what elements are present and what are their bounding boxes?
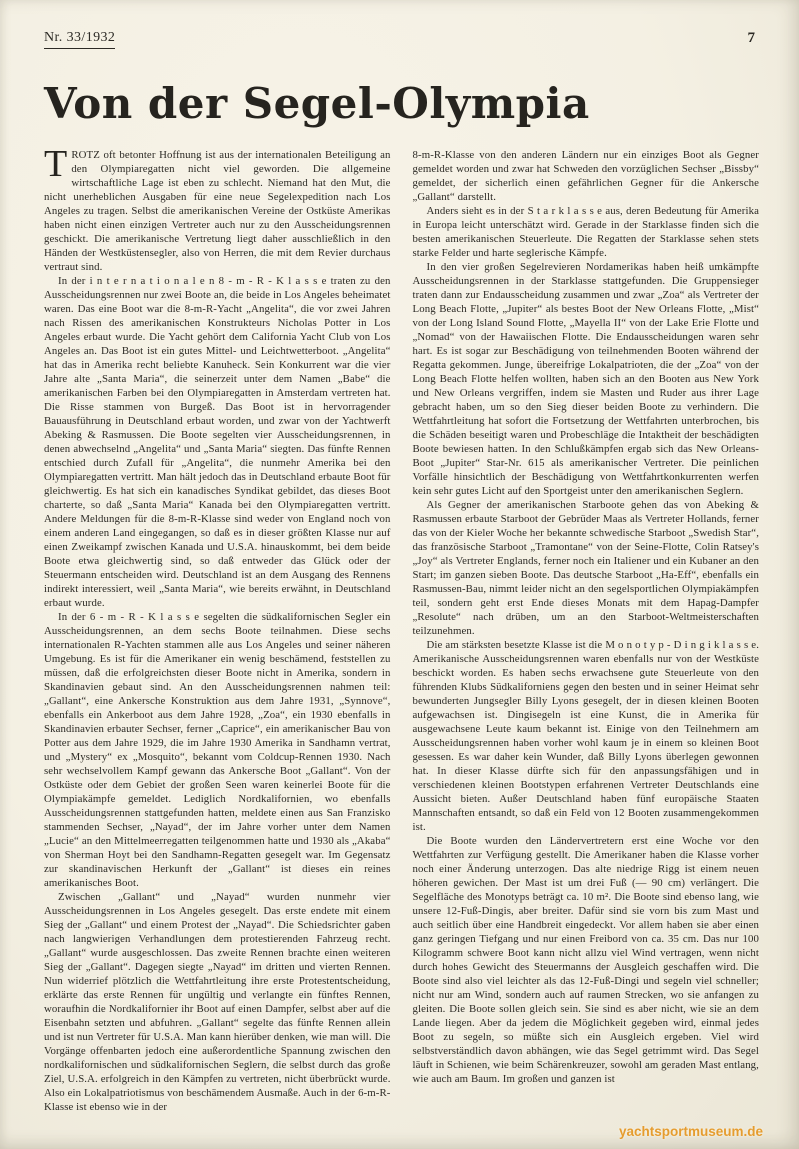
paragraph: In den vier großen Segelrevieren Nordamerikas haben heiß umkämpfte Ausscheidungsrennen in der Starklasse stattgefunden. Die Gruppensieger traten dann zur Endausscheidung zusammen und zwar „Zoa“ als Vertreter der Long Beach Flotte, „Jupiter“ als bestes Boot der New Orleans Flotte, „Mist“ von der Long Island Sound Flotte, „Mayella II“ von der Lake Erie Flotte und „Nomad“ von der Hawaiischen Flotte. Die Endausscheidungen waren sehr hart. Es ist sogar zur Beschädigung von teilnehmenden Booten während der Regatta gekommen. Junge, übereifrige Lokalpatrioten, die der „Zoa“ von der Long Beach Flotte helfen wollten, haben sich an den Booten aus New York und New Orleans vergriffen, indem sie Masten und Ruder aus ihrer Lage gebracht haben, um so den Sieg dieser beiden Boote zu verhindern. Die Wettfahrtleitung hat sofort die Fortsetzung der Wettfahrten unterbrochen, bis die Schäden beseitigt waren und Probeschläge die Intaktheit der beschädigten Boote bewiesen hatten. In den Schlußkämpfen ergab sich das New Orleans-Boot „Jupiter“ Star-Nr. 615 als amerikanischer Vertreter. Die peinlichen Vorfälle hinsichtlich der Beschädigung von Wettfahrtkonkurrenten werfen kein sehr gutes Licht auf den Sportgeist unter den amerikanischen Seglern. bbox=[412, 261, 759, 497]
drop-cap: T bbox=[44, 148, 68, 185]
issue-label: Nr. 33/1932 bbox=[44, 30, 115, 49]
column-left bbox=[44, 148, 391, 1133]
paragraph: Die Boote wurden den Ländervertretern erst eine Woche vor den Wettfahrten zur Verfügung gestellt. Die Amerikaner haben die Klasse vorher noch einer Änderung unterzogen. Das alte niedrige Rigg ist einem neuen höheren gewichen. Der Mast ist um drei Fuß (— 90 cm) verlängert. Die Segelfläche des Monotyps beträgt ca. 10 m². Die Boote sind ebenso lang, wie unsere 12-Fuß-Dingis, aber breiter. Dafür sind sie vorn bis zum Mast und auch seitlich über eine Handbreit eingedeckt. Vor allem haben sie aber einen ganz geringen Tiefgang und nur einen Freibord von ca. 35 cm. Das nur 100 Kilogramm schwere Boot kann nicht allzu viel Wind vertragen, wenn nicht durch hohes Gewicht des Steuermanns der Ausgleich geschaffen wird. Die Boote sind also viel leichter als das 12-Fuß-Dingi und segeln viel schneller; nicht nur am Wind, sondern auch auf raumen Strecken, wo sie anfangen zu gleiten. Die Boote sollen gleich sein. Sie sind es aber nicht, wie sie an dem Lande liegen. Aber da jedem die Möglichkeit gegeben wird, einmal jedes Boot zu segeln, so müßte sich ein Ausgleich ergeben. Viel wird selbstverständlich davon abhängen, wie das Segel getrimmt wird. Das Segel läuft in Schienen, wie beim Schärenkreuzer, sowohl am geraden Mast entlang, wie auch am Baum. Im großen und ganzen ist bbox=[412, 835, 759, 1085]
paragraph: In der i n t e r n a t i o n a l e n 8 - m - R - K l a s s e traten zu den Ausscheidungsrennen nur zwei Boote an, die beide in Los Angeles beheimatet waren. Das eine Boot war die 8-m-R-Yacht „Angelita“, die vor zwei Jahren nach Rissen des amerikanischen Konstrukteurs Nicholas Potter in Los Angeles erbaut wurde. Die Yacht gehört dem California Yacht Club von Los Angeles an. Das Boot ist ein gutes Mittel- und Leichtwetterboot. „Angelita“ hat das in Amerika recht beliebte Kanuheck. Sein Konkurrent war die vier Jahre alte „Santa Maria“, die seinerzeit unter dem Namen „Babe“ die amerikanischen Farben bei den Olympiaregatten in Amsterdam vertreten hat. Die Risse stammen von Burgeß. Das Boot ist in hervorragender Bauausführung in Deutschland erbaut worden, und zwar von der Yachtwerft Abeking & Rasmussen. Die Boote segelten vier Ausscheidungsrennen, in denen abwechselnd „Angelita“ und „Santa Maria“ siegten. Das fünfte Rennen entschied durch Zufall für „Angelita“, die nunmehr Amerika bei den Olympiaregatten vertritt. Man hält jedoch das in Deutschland erbaute Boot für gleichwertig. Es hat sich ein kanadisches Syndikat gebildet, das dieses Boot charterte, so daß „Santa Maria“ Kanada bei den Olympiaregatten vertritt. Andere Meldungen für die 8-m-R-Klasse sind weder von England noch von einem anderen Land eingegangen, so daß es in dieser größten Klasse nur auf einen Zweikampf zwischen Kanada und U.S.A. hinauskommt, bei dem beide Boote etwa gleichwertig sind, so daß entweder das Glück oder der Steuermann entscheiden wird. Deutschland ist an dem Ausgang des Rennens indirekt interessiert, weil „Santa Maria“, wie bereits erwähnt, in Deutschland erbaut wurde. bbox=[44, 275, 391, 609]
page-number: 7 bbox=[747, 30, 755, 46]
watermark-text: yachtsportmuseum.de bbox=[618, 1124, 763, 1139]
paragraph: 8-m-R-Klasse von den anderen Ländern nur ein einziges Boot als Gegner gemeldet worden und zwar hat Schweden den vorzüglichen Sechser „Bissby“ gemeldet, der sicherlich einen gefährlichen Gegner für die Ankersche „Gallant“ darstellt. bbox=[412, 149, 759, 203]
article-title: Von der Segel-Olympia bbox=[44, 79, 590, 128]
page-header bbox=[0, 0, 799, 49]
paragraph: Zwischen „Gallant“ und „Nayad“ wurden nunmehr vier Ausscheidungsrennen in Los Angeles gesegelt. Das erste endete mit einem Sieg der „Gallant“ und einem Protest der „Nayad“. Die Schiedsrichter gaben nach langwierigen Verhandlungen dem protestierenden Fahrzeug recht. „Gallant“ wurde ausgeschlossen. Das zweite Rennen brachte einen weiteren Sieg der „Gallant“. Dagegen siegte „Nayad“ im dritten und vierten Rennen. Nun widerrief plötzlich die Wettfahrtleitung ihre erste Protestentscheidung, erklärte das erste Rennen für ungültig und verlangte ein fünftes Rennen, woraufhin die Nordkalifornier ihr Boot auf einen Dampfer, selbst aber auf die Eisenbahn setzten und abfuhren. „Gallant“ segelte das fünfte Rennen allein und ist nun Vertreter für U.S.A. Man kann hierüber denken, wie man will. Die Vorgänge offenbarten jedoch eine außerordentliche Spannung zwischen den nordkalifornischen und südkalifornischen Seglern, die selbst durch das große Ziel, U.S.A. erfolgreich in den Kämpfen zu vertreten, nicht überbrückt wurde. Also ein Lokalpatriotismus von beschämendem Ausmaße. Auch in der 6-m-R-Klasse ist ebenso wie in der bbox=[44, 891, 391, 1113]
paragraph: In der 6 - m - R - K l a s s e segelten die südkalifornischen Segler ein Ausscheidungsrennen, an dem sechs Boote teilnahmen. Diese sechs internationalen R-Yachten stammen alle aus Los Angeles und seiner näheren Umgebung. Es ist für die Amerikaner ein wenig beschämend, feststellen zu müssen, daß die erfolgreichsten dieser Boote nicht in Amerika, sondern in Skandinavien gebaut sind. An den Ausscheidungsrennen nahmen teil: „Gallant“, eine Ankersche Konstruktion aus dem Jahre 1931, „Synnove“, ebenfalls ein Ankerboot aus dem Jahre 1928, „Zoa“, ein 1930 ebenfalls in Skandinavien erbauter Sechser, ferner „Caprice“, ein amerikanischer Bau von Potter aus dem Jahre 1929, die im Jahre 1930 Amerika in Sandhamn vertrat, und „Mystery“ ex „Mosquito“, bekannt vom Coldcup-Rennen 1930. Nach sehr wechselvollem Kampf gewann das Ankersche Boot „Gallant“. Von der Ostküste oder dem Gebiet der großen Seen waren keinerlei Boote für die Olympiakämpfe gemeldet. Lediglich Nordkalifornien, wo ebenfalls Ausscheidungsrennen stattgefunden hatten, meldete einen aus San Franzisko stammenden Sechser, „Nayad“, der im Jahre vorher unter dem Namen „Lucie“ an den Mittelmeerregatten teilgenommen hatte und 1930 als „Akaba“ von Sherman Hoyt bei den Sandhamn-Regatten gesegelt war. Im Gegensatz zur skandinavischen Herkunft der „Gallant“ ist dieses ein reines amerikanisches Boot. bbox=[44, 611, 391, 889]
paragraph: Die am stärksten besetzte Klasse ist die M o n o t y p - D i n g i k l a s s e. Amerikanische Ausscheidungsrennen waren ebenfalls nur von der Westküste beschickt worden. Es haben sechs erwachsene gute Steuerleute von den führenden Klubs Südkaliforniens gegen den besten und in seiner Heimat sehr bewunderten Jungsegler Billy Lyons gesegelt, der in diesen kleinen Booten aufgewachsen ist. Dingisegeln ist eine Kunst, die in Amerika für ausgewachsene Leute kaum bekannt ist. Einige von den Teilnehmern am Ausscheidungsrennen haben vorher wohl kaum je in einem so kleinen Boot gesessen. Es war daher kein Wunder, daß Billy Lyons überlegen gewonnen hat. In dieser Klasse dürfte sich für den anpassungsfähigen und in verschiedenen kleinen Bootstypen erfahrenen Vertreter Deutschlands eine Aussicht bieten. Außer Deutschland haben fünf europäische Staaten Mannschaften entsandt, so daß ein Feld von 12 Booten zusammengekommen ist. bbox=[412, 639, 759, 833]
article-body bbox=[0, 148, 799, 1133]
paragraph: Anders sieht es in der S t a r k l a s s e aus, deren Bedeutung für Amerika in Europa leicht unterschätzt wird. Gerade in der Starklasse finden sich die besten amerikanischen Steuerleute. Die Regatten der Starklasse sehen stets starke Felder und harte seglerische Kämpfe. bbox=[412, 205, 759, 259]
column-right bbox=[413, 148, 760, 1133]
paragraph: TROTZ oft betonter Hoffnung ist aus der internationalen Beteiligung an den Olympiaregatten nicht viel geworden. Die allgemeine wirtschaftliche Lage ist eben zu schlecht. Niemand hat den Mut, die nicht unerheblichen Ausgaben für eine neue Segelexpedition nach Los Angeles zu tragen. Selbst die amerikanischen Vereine der Ostküste Amerikas haben nicht einen einzigen Vertreter auch nur zu den Ausscheidungsrennen geschickt. Die amerikanische Vertretung liegt daher ausschließlich in den Händen der Westküstensegler, also von Herren, die mit dem Revier durchaus vertraut sind. bbox=[44, 148, 391, 273]
paragraph: Als Gegner der amerikanischen Starboote gehen das von Abeking & Rasmussen erbaute Starboot der Gebrüder Maas als Vertreter Hollands, ferner das von der Kieler Woche her bekannte schwedische Starboot „Swedish Star“, das französische Starboot „Tramontane“ von der Seine-Flotte, Colin Ratsey's „Joy“ als Vertreter Englands, ferner noch ein Italiener und ein Kubaner an den Start; im ganzen sieben Boote. Das deutsche Starboot „Ha-Eff“, ebenfalls ein Rasmussen-Bau, nimmt leider nicht an den segelsportlichen Olympiakämpfen teil, sondern geht erst Ende dieses Monats mit dem Hapag-Dampfer „Resolute“ nach drüben, um an den Starboot-Weltmeisterschaften teilzunehmen. bbox=[412, 499, 759, 637]
